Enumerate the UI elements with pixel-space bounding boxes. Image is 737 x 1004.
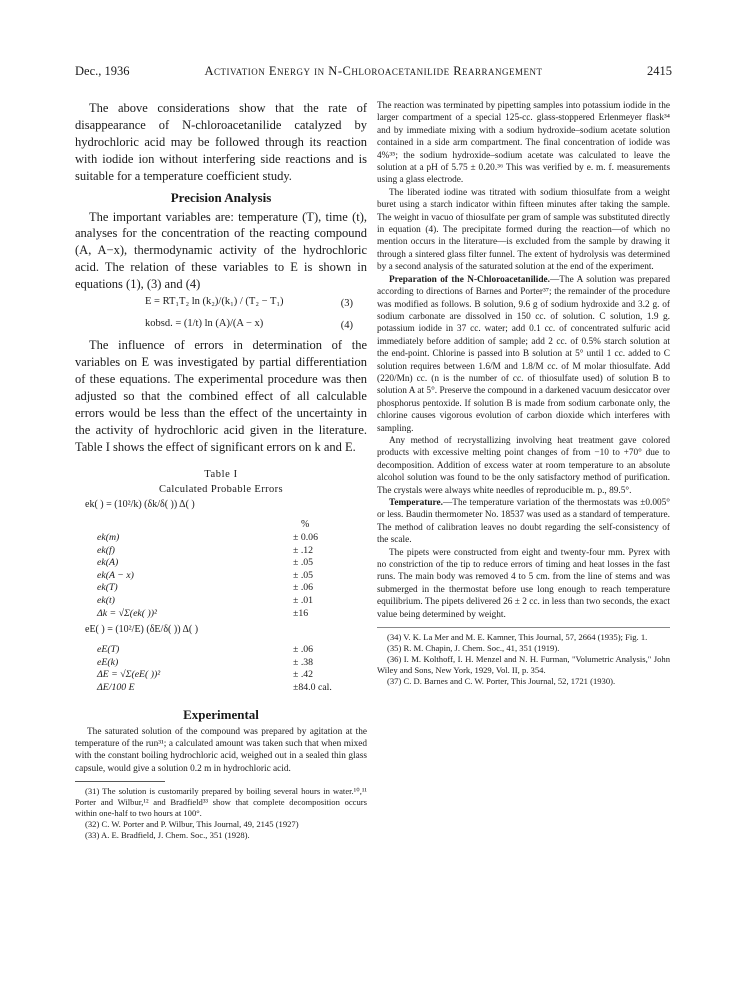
table-rows-e [75,644,367,694]
right-paragraph-1: The reaction was terminated by pipetting samples into potassium iodide in the larger compartment of a special 125-cc. glass-stoppered Erlenmeyer flask³⁴ and by immediate mixing with a sodium hydroxide–sodium acetate solution contained in a side arm compartment. The final concentration of iodide was 4%³⁵; the sodium hydroxide–sodium acetate was calculated to leave the solution at a pH of 5.75 ± 0.20.³⁶ This was verified by e. m. f. measurements using a glass electrode. [377,101,670,186]
footnote-37: (37) C. D. Barnes and C. W. Porter, This Journal, 52, 1721 (1930). [387,676,616,687]
footnote-32: (32) C. W. Porter and P. Wilbur, This Journal, 49, 2145 (1927) [85,819,299,830]
table-row-value: ± .06 [293,582,314,594]
table-row [75,682,367,695]
equation-3-body: E = RT₁T₂ ln (k₂)/(k₁) / (T₂ − T₁) [145,296,284,308]
table-subtitle: Calculated Probable Errors [158,484,284,496]
right-paragraph-3 [377,274,670,435]
table-row-value: ±16 [293,607,309,619]
table-row [75,570,367,583]
table-row-value: ± .05 [293,557,314,569]
table-title: Table I [204,469,238,481]
left-paragraph-4: The saturated solution of the compound was prepared by agitation at the temperature of the run³¹; a calculated amount was taken such that when mixed with the constant boiling hydrochloric acid, weighed out in a sealed thin glass capsule, would give a solution 0.2 m in hydrochloric acid. [75,726,367,774]
footnote-36: (36) I. M. Kolthoff, I. H. Menzel and N. H. Furman, "Volumetric Analysis," John Wiley and Sons, New York, 1929, Vol. II, p. 354. [377,654,670,676]
table-row-label: ek(T) [97,582,118,594]
table-row [75,644,367,657]
table-row-label: ek(A − x) [97,569,134,581]
table-row-value: ± .05 [293,569,314,581]
right-paragraph-5-heading: Temperature. [389,498,443,508]
equation-3 [75,293,367,315]
footnote-rule-right [377,627,670,628]
table-row-value: ± .42 [293,669,314,681]
equation-3-number: (3) [340,298,353,310]
header-title: Activation Energy in N-Chloroacetanilide Rearrangement [204,64,543,78]
table-row-label: ek(m) [97,532,120,543]
left-column [75,100,367,841]
right-paragraph-4: Any method of recrystallizing involving heat treatment gave colored products with excessive melting point changes of from −10 to +70° due to decomposition. Addition of excess water at room temperature to an absolute alcohol solution was found to be the only satisfactory method of purification. The crystals were always white needles of reproducible m. p., 89.5°. [377,435,670,496]
footnote-33: (33) A. E. Bradfield, J. Chem. Soc., 351 (1928). [85,830,250,841]
section-heading-experimental: Experimental [183,706,259,722]
table-row-value: ± .38 [293,656,314,668]
table-row [75,545,367,558]
table-row [75,608,367,621]
right-paragraph-5 [377,497,670,547]
table-row-value: ± 0.06 [293,532,318,543]
right-paragraph-3-text: —The A solution was prepared according to directions of Barnes and Porter³⁷; the remainder of the procedure was modified as follows. B solution, 9.6 g of sodium hydroxide and 3.2 g. of sodium carbonate are dissolved in 150 cc. of solution. C solution, 1.9 g. potassium iodide in 37 cc. water; add 0.1 cc. of concentrated sulfuric acid immediately before addition of sample; add 2 cc. of 0.5% starch solution at the end-point. Chlorine is passed into B solution at 5° until 1 cc. added to C solution requires between 1.6/M and 1.8/M cc. of M molar thiosulfate. Add (220/Mn) cc. (n is the number of cc. of thiosulfate used) of solution B to solution A at 5°. Preserve the compound in a darkened vacuum desiccator over phosphorus pentoxide. If solution B is made from sodium carbonate only, the chlorine causes vigorous evolution of carbon dioxide which interferes with sampling. [377,274,671,434]
table-formula-k-text: ek( ) = (10²/k) (δk/δ( )) Δ( ) [85,499,195,511]
table-formula-k [75,495,367,519]
right-paragraph-6: The pipets were constructed from eight and twenty-four mm. Pyrex with no constriction of the tip to reduce errors of timing and heat losses in the fast runs. The main body was removed 4 to 5 cm. from the line of stems and was submerged in the thermostat before use long enough to reach temperature equilibrium. The pipets delivered 26 ± 2 cc. in less than two seconds, the exact value being determined by weight. [377,547,670,620]
footnote-rule [75,781,165,782]
table-row [75,657,367,670]
left-paragraph-1: The above considerations show that the rate of disappearance of N-chloroacetanilide catalyzed by hydrochloric acid may be followed through its reaction with iodide ion without interfering side reactions and is suitable for a temperature coefficient study. [75,101,367,183]
section-heading-precision: Precision Analysis [170,189,272,205]
table-row [75,532,367,545]
table-row-value: ± .01 [293,594,314,606]
footnote-31: (31) The solution is customarily prepared by boiling several hours in water.¹⁰,¹¹ Porter and Wilbur,¹² and Bradfield³³ show that complete decomposition occurs within one-half to two hours at 100°. [75,786,367,819]
left-paragraph-3: The influence of errors in determination of the variables on E was investigated by partial differentiation of these equations. The experimental procedure was then adjusted so that the combined effect of all calculable errors would be less than the effect of the uncertainty in the activity of hydrochloric acid given in the literature. Table I shows the effect of significant errors on k and E. [75,338,367,454]
table-row-label: eE(k) [97,656,119,668]
table-row [75,582,367,595]
table-unit-row [75,519,367,532]
table-row-value: ± .06 [293,644,314,656]
footnote-35: (35) R. M. Chapin, J. Chem. Soc., 41, 351 (1919). [387,643,560,654]
table-row [75,557,367,570]
table-row-label: eE(T) [97,644,120,656]
table-row-value: ± .12 [293,544,314,556]
equation-4-number: (4) [340,320,353,332]
table-row-label: Δk = √Σ(ek( ))² [97,607,157,619]
left-paragraph-2: The important variables are: temperature (T), time (t), analyses for the concentration of the reacting compound (A, A−x), thermodynamic activity of the hydrochloric acid. The relation of these variables to E is shown in equations (1), (3) and (4) [75,209,367,292]
footnote-34: (34) V. K. La Mer and M. E. Kamner, This Journal, 57, 2664 (1935); Fig. 1. [387,632,648,643]
equation-4 [75,315,367,337]
page-number: 2415 [647,64,672,78]
table-row [75,669,367,682]
table-row-label: ΔE/100 E [97,681,135,693]
right-paragraph-5-text: —The temperature variation of the thermostats was ±0.005° or less. Baudin thermometer No. 18537 was used as a standard of temperature. The method of calibration leaves no doubt regarding the self-consistency of the scale. [377,498,670,546]
table-formula-e [75,620,367,644]
header-date: Dec., 1936 [75,64,130,78]
right-paragraph-2: The liberated iodine was titrated with sodium thiosulfate from a weight buret using a starch indicator within fifteen minutes after taking the sample. The weight in vacuo of thiosulfate per gram of sample was substituted directly in equation (4). The precipitate formed during the reaction—of which no mention occurs in the literature—is excluded from the sample by drawing it through a sintered glass filter funnel. The extent of hydrolysis was determined by a second analysis of the saturated solution at the end of the experiment. [377,187,670,273]
table-row-label: ek(f) [97,544,115,556]
table-unit: % [301,519,310,531]
table-row [75,595,367,608]
right-paragraph-3-heading: Preparation of the N-Chloroacetanilide. [389,274,550,285]
table-formula-e-text: eE( ) = (10²/E) (δE/δ( )) Δ( ) [85,624,199,636]
equation-4-body: kobsd. = (1/t) ln (A)/(A − x) [145,318,264,330]
table-row-label: ΔE = √Σ(eE( ))² [97,669,161,681]
table-row-label: ek(t) [97,594,115,606]
right-column [377,100,670,687]
running-header [75,64,672,80]
table-row-label: ek(A) [97,557,119,569]
table-row-value: ±84.0 cal. [293,681,332,693]
table-rows-k [75,532,367,620]
